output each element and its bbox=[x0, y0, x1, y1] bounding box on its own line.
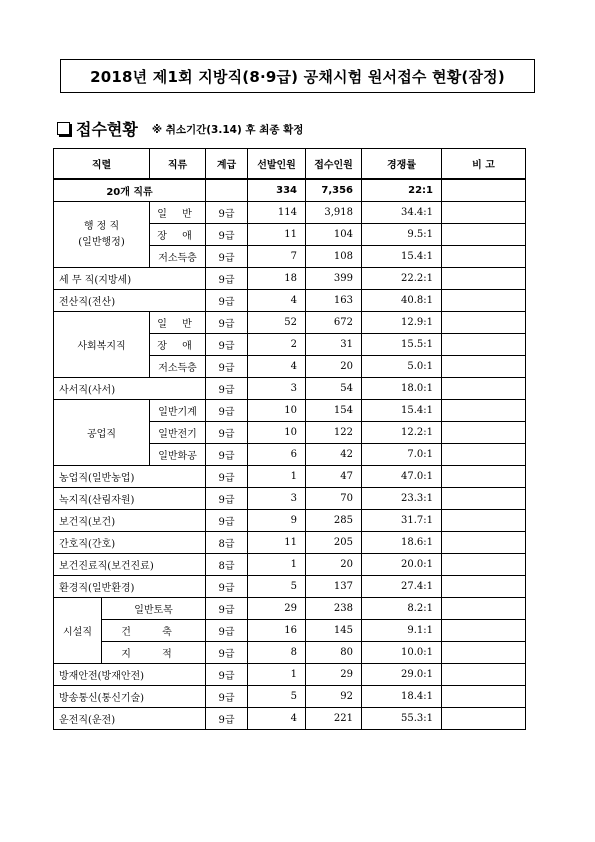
table-row bbox=[54, 598, 526, 620]
selected-cell: 10 bbox=[248, 422, 306, 444]
applicants-cell: 285 bbox=[306, 510, 362, 532]
section-title: 접수현황 bbox=[76, 119, 138, 139]
remark-cell bbox=[442, 598, 526, 620]
grade-cell: 9급 bbox=[206, 334, 248, 356]
selected-cell: 11 bbox=[248, 532, 306, 554]
selected-cell: 5 bbox=[248, 686, 306, 708]
jikryeol-cell: 사서직(사서) bbox=[54, 378, 206, 400]
applicants-cell: 29 bbox=[306, 664, 362, 686]
checkbox-icon bbox=[57, 122, 70, 135]
remark-cell bbox=[442, 356, 526, 378]
ratio-cell: 20.0:1 bbox=[362, 554, 442, 576]
group-haengjeong: 행 정 직 (일반행정) bbox=[54, 202, 150, 268]
grade-cell: 9급 bbox=[206, 686, 248, 708]
jikryu-cell: 지 적 bbox=[102, 642, 206, 664]
remark-cell bbox=[442, 378, 526, 400]
ratio-cell: 15.5:1 bbox=[362, 334, 442, 356]
table-row bbox=[54, 378, 526, 400]
table-row bbox=[54, 642, 526, 664]
selected-cell: 5 bbox=[248, 576, 306, 598]
table-row bbox=[54, 488, 526, 510]
grade-cell: 9급 bbox=[206, 246, 248, 268]
ratio-cell: 29.0:1 bbox=[362, 664, 442, 686]
applicants-cell: 104 bbox=[306, 224, 362, 246]
ratio-cell: 22.2:1 bbox=[362, 268, 442, 290]
header-selected: 선발인원 bbox=[248, 149, 306, 179]
ratio-cell: 18.4:1 bbox=[362, 686, 442, 708]
table-row bbox=[54, 532, 526, 554]
applicants-cell: 42 bbox=[306, 444, 362, 466]
remark-cell bbox=[442, 246, 526, 268]
jikryu-cell: 장 애 bbox=[150, 334, 206, 356]
jikryu-cell: 건 축 bbox=[102, 620, 206, 642]
selected-cell: 1 bbox=[248, 664, 306, 686]
applicants-cell: 92 bbox=[306, 686, 362, 708]
remark-cell bbox=[442, 708, 526, 730]
grade-cell: 9급 bbox=[206, 466, 248, 488]
jikryu-cell: 일반전기 bbox=[150, 422, 206, 444]
jikryu-cell: 장 애 bbox=[150, 224, 206, 246]
grade-cell: 9급 bbox=[206, 202, 248, 224]
remark-cell bbox=[442, 422, 526, 444]
table-row bbox=[54, 466, 526, 488]
table-row bbox=[54, 290, 526, 312]
table-row bbox=[54, 664, 526, 686]
section-header bbox=[57, 118, 303, 138]
grade-cell: 9급 bbox=[206, 444, 248, 466]
applicants-cell: 672 bbox=[306, 312, 362, 334]
table-row bbox=[54, 554, 526, 576]
applicants-cell: 137 bbox=[306, 576, 362, 598]
selected-cell: 4 bbox=[248, 356, 306, 378]
ratio-cell: 5.0:1 bbox=[362, 356, 442, 378]
jikryeol-cell: 보건진료직(보건진료) bbox=[54, 554, 206, 576]
selected-cell: 3 bbox=[248, 488, 306, 510]
selected-cell: 8 bbox=[248, 642, 306, 664]
selected-cell: 10 bbox=[248, 400, 306, 422]
total-ratio: 22:1 bbox=[362, 179, 442, 202]
applicants-cell: 154 bbox=[306, 400, 362, 422]
remark-cell bbox=[442, 312, 526, 334]
remark-cell bbox=[442, 576, 526, 598]
grade-cell: 9급 bbox=[206, 598, 248, 620]
applicants-cell: 20 bbox=[306, 356, 362, 378]
selected-cell: 16 bbox=[248, 620, 306, 642]
table-row bbox=[54, 686, 526, 708]
grade-cell: 9급 bbox=[206, 378, 248, 400]
total-label: 20개 직류 bbox=[54, 179, 206, 202]
remark-cell bbox=[442, 554, 526, 576]
header-remark: 비 고 bbox=[442, 149, 526, 179]
table-header-row bbox=[54, 149, 526, 179]
remark-cell bbox=[442, 532, 526, 554]
jikryu-cell: 일반토목 bbox=[102, 598, 206, 620]
remark-cell bbox=[442, 664, 526, 686]
grade-cell: 9급 bbox=[206, 400, 248, 422]
table-row bbox=[54, 620, 526, 642]
table-row bbox=[54, 312, 526, 334]
grade-cell: 9급 bbox=[206, 312, 248, 334]
grade-cell: 9급 bbox=[206, 620, 248, 642]
remark-cell bbox=[442, 444, 526, 466]
selected-cell: 4 bbox=[248, 708, 306, 730]
remark-cell bbox=[442, 510, 526, 532]
group-sahoe: 사회복지직 bbox=[54, 312, 150, 378]
applicants-cell: 122 bbox=[306, 422, 362, 444]
selected-cell: 7 bbox=[248, 246, 306, 268]
ratio-cell: 31.7:1 bbox=[362, 510, 442, 532]
title-box bbox=[60, 59, 535, 93]
header-jikryeol: 직렬 bbox=[54, 149, 150, 179]
jikryeol-cell: 전산직(전산) bbox=[54, 290, 206, 312]
remark-cell bbox=[442, 290, 526, 312]
remark-cell bbox=[442, 334, 526, 356]
ratio-cell: 9.1:1 bbox=[362, 620, 442, 642]
table-row bbox=[54, 708, 526, 730]
grade-cell: 9급 bbox=[206, 642, 248, 664]
applicants-cell: 238 bbox=[306, 598, 362, 620]
remark-cell bbox=[442, 642, 526, 664]
ratio-cell: 9.5:1 bbox=[362, 224, 442, 246]
remark-cell bbox=[442, 202, 526, 224]
jikryu-cell: 일 반 bbox=[150, 202, 206, 224]
selected-cell: 9 bbox=[248, 510, 306, 532]
jikryu-cell: 저소득층 bbox=[150, 356, 206, 378]
applicants-cell: 80 bbox=[306, 642, 362, 664]
jikryu-cell: 일반화공 bbox=[150, 444, 206, 466]
jikryeol-cell: 환경직(일반환경) bbox=[54, 576, 206, 598]
grade-cell: 9급 bbox=[206, 664, 248, 686]
header-grade: 계급 bbox=[206, 149, 248, 179]
header-jikryu: 직류 bbox=[150, 149, 206, 179]
ratio-cell: 18.0:1 bbox=[362, 378, 442, 400]
group-siseol: 시설직 bbox=[54, 598, 102, 664]
applicants-cell: 3,918 bbox=[306, 202, 362, 224]
total-applicants: 7,356 bbox=[306, 179, 362, 202]
remark-cell bbox=[442, 400, 526, 422]
applicants-cell: 145 bbox=[306, 620, 362, 642]
remark-cell bbox=[442, 488, 526, 510]
ratio-cell: 10.0:1 bbox=[362, 642, 442, 664]
table-row bbox=[54, 268, 526, 290]
selected-cell: 6 bbox=[248, 444, 306, 466]
ratio-cell: 34.4:1 bbox=[362, 202, 442, 224]
remark-cell bbox=[442, 268, 526, 290]
jikryeol-cell: 운전직(운전) bbox=[54, 708, 206, 730]
ratio-cell: 8.2:1 bbox=[362, 598, 442, 620]
jikryeol-cell: 세 무 직(지방세) bbox=[54, 268, 206, 290]
remark-cell bbox=[442, 620, 526, 642]
jikryu-cell: 저소득층 bbox=[150, 246, 206, 268]
selected-cell: 1 bbox=[248, 554, 306, 576]
ratio-cell: 40.8:1 bbox=[362, 290, 442, 312]
grade-cell: 9급 bbox=[206, 290, 248, 312]
grade-cell: 9급 bbox=[206, 422, 248, 444]
jikryu-cell: 일 반 bbox=[150, 312, 206, 334]
ratio-cell: 12.2:1 bbox=[362, 422, 442, 444]
remark-cell bbox=[442, 224, 526, 246]
selected-cell: 1 bbox=[248, 466, 306, 488]
table-row bbox=[54, 202, 526, 224]
section-note: ※ 취소기간(3.14) 후 최종 확정 bbox=[151, 123, 304, 136]
ratio-cell: 23.3:1 bbox=[362, 488, 442, 510]
applicants-cell: 54 bbox=[306, 378, 362, 400]
header-applicants: 접수인원 bbox=[306, 149, 362, 179]
selected-cell: 114 bbox=[248, 202, 306, 224]
page-title: 2018년 제1회 지방직(8·9급) 공채시험 원서접수 현황(잠정) bbox=[90, 67, 505, 86]
table-row bbox=[54, 510, 526, 532]
jikryeol-cell: 농업직(일반농업) bbox=[54, 466, 206, 488]
applicants-cell: 205 bbox=[306, 532, 362, 554]
applicants-cell: 20 bbox=[306, 554, 362, 576]
total-remark bbox=[442, 179, 526, 202]
grade-cell: 9급 bbox=[206, 576, 248, 598]
ratio-cell: 12.9:1 bbox=[362, 312, 442, 334]
applicants-cell: 31 bbox=[306, 334, 362, 356]
applicants-cell: 399 bbox=[306, 268, 362, 290]
total-grade bbox=[206, 179, 248, 202]
jikryeol-cell: 방송통신(통신기술) bbox=[54, 686, 206, 708]
selected-cell: 18 bbox=[248, 268, 306, 290]
grade-cell: 9급 bbox=[206, 268, 248, 290]
jikryeol-cell: 간호직(간호) bbox=[54, 532, 206, 554]
grade-cell: 8급 bbox=[206, 554, 248, 576]
total-row bbox=[54, 179, 526, 202]
selected-cell: 4 bbox=[248, 290, 306, 312]
grade-cell: 9급 bbox=[206, 510, 248, 532]
jikryeol-cell: 녹지직(산림자원) bbox=[54, 488, 206, 510]
total-selected: 334 bbox=[248, 179, 306, 202]
grade-cell: 8급 bbox=[206, 532, 248, 554]
applicants-cell: 108 bbox=[306, 246, 362, 268]
ratio-cell: 27.4:1 bbox=[362, 576, 442, 598]
table-row bbox=[54, 400, 526, 422]
ratio-cell: 55.3:1 bbox=[362, 708, 442, 730]
header-ratio: 경쟁률 bbox=[362, 149, 442, 179]
grade-cell: 9급 bbox=[206, 708, 248, 730]
remark-cell bbox=[442, 686, 526, 708]
selected-cell: 29 bbox=[248, 598, 306, 620]
selected-cell: 11 bbox=[248, 224, 306, 246]
jikryeol-cell: 방재안전(방재안전) bbox=[54, 664, 206, 686]
ratio-cell: 7.0:1 bbox=[362, 444, 442, 466]
ratio-cell: 18.6:1 bbox=[362, 532, 442, 554]
selected-cell: 2 bbox=[248, 334, 306, 356]
ratio-cell: 15.4:1 bbox=[362, 246, 442, 268]
ratio-cell: 47.0:1 bbox=[362, 466, 442, 488]
remark-cell bbox=[442, 466, 526, 488]
group-gongeop: 공업직 bbox=[54, 400, 150, 466]
jikryu-cell: 일반기계 bbox=[150, 400, 206, 422]
table-row bbox=[54, 576, 526, 598]
applicants-cell: 70 bbox=[306, 488, 362, 510]
grade-cell: 9급 bbox=[206, 224, 248, 246]
application-status-table bbox=[53, 148, 526, 730]
grade-cell: 9급 bbox=[206, 356, 248, 378]
applicants-cell: 47 bbox=[306, 466, 362, 488]
ratio-cell: 15.4:1 bbox=[362, 400, 442, 422]
applicants-cell: 163 bbox=[306, 290, 362, 312]
jikryeol-cell: 보건직(보건) bbox=[54, 510, 206, 532]
selected-cell: 52 bbox=[248, 312, 306, 334]
grade-cell: 9급 bbox=[206, 488, 248, 510]
applicants-cell: 221 bbox=[306, 708, 362, 730]
selected-cell: 3 bbox=[248, 378, 306, 400]
